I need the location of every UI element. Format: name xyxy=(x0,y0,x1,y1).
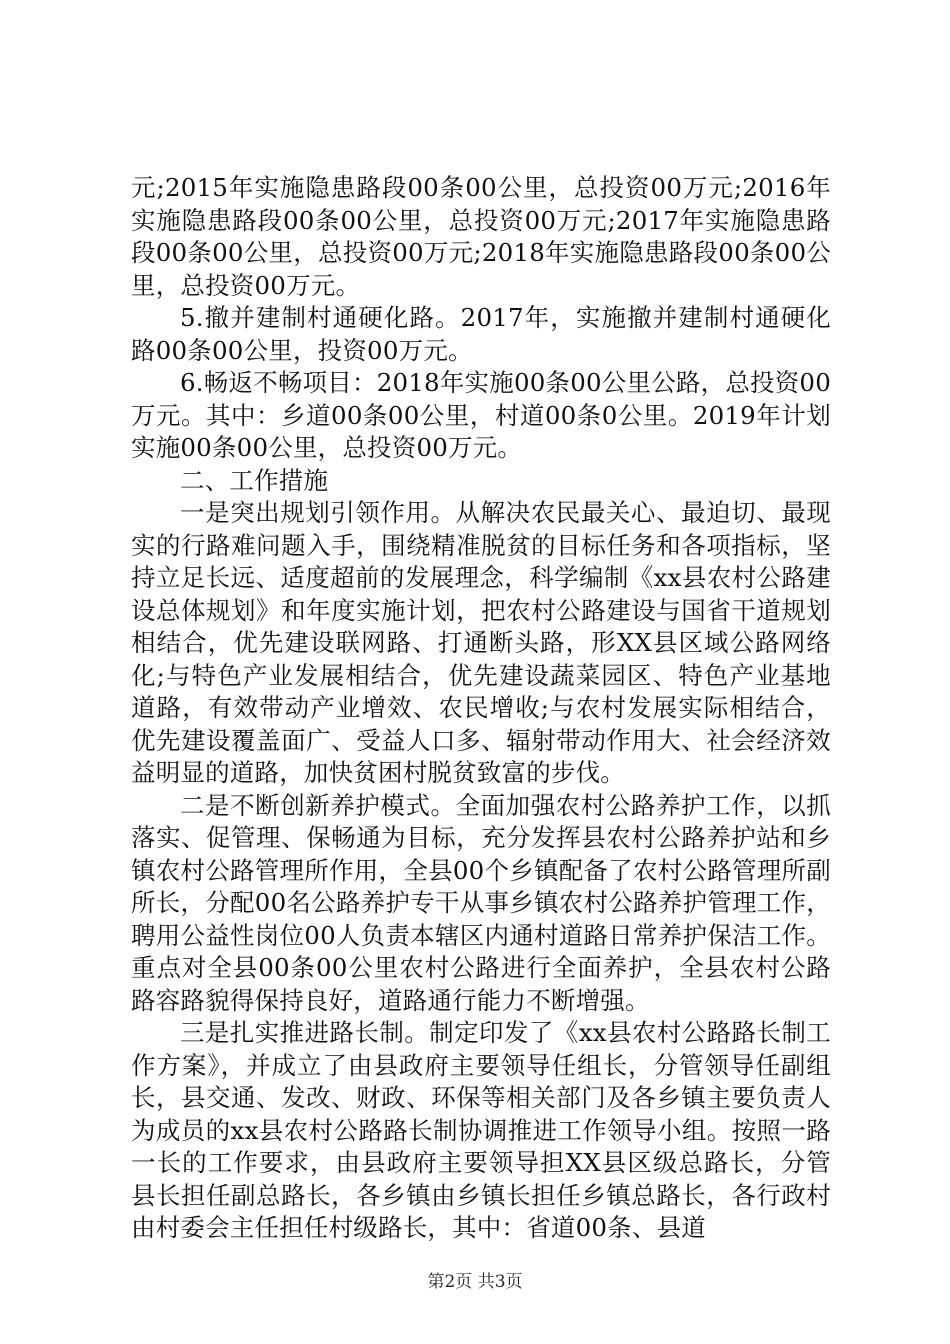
paragraph-3: 6.畅返不畅项目：2018年实施00条00公里公路，总投资00万元。其中：乡道00条00公里，村道00条0公里。2019年计划实施00条00公里，总投资00万元。 xyxy=(131,368,831,462)
page-number-footer: 第2页 共3页 xyxy=(427,1272,523,1292)
section-heading: 二、工作措施 xyxy=(180,465,329,495)
paragraph-5: 一是突出规划引领作用。从解决农民最关心、最迫切、最现实的行路难问题入手，围绕精准脱贫的目标任务和各项指标，坚持立足长远、适度超前的发展理念，科学编制《xx县农村公路建设总体规划》和年度实施计划，把农村公路建设与国省干道规划相结合，优先建设联网路、打通断头路，形XX县区域公路网络化;与特色产业发展相结合，优先建设蔬菜园区、特色产业基地道路，有效带动产业增效、农民增收;与农村发展实际相结合，优先建设覆盖面广、受益人口多、辐射带动作用大、社会经济效益明显的道路，加快贫困村脱贫致富的步伐。 xyxy=(131,498,831,787)
document-body xyxy=(131,172,831,1245)
paragraph-2: 5.撤并建制村通硬化路。2017年，实施撤并建制村通硬化路00条00公里，投资00万元。 xyxy=(131,303,831,365)
paragraph-7: 三是扎实推进路长制。制定印发了《xx县农村公路路长制工作方案》，并成立了由县政府主要领导任组长，分管领导任副组长，县交通、发改、财政、环保等相关部门及各乡镇主要负责人为成员的xx县农村公路路长制协调推进工作领导小组。按照一路一长的工作要求，由县政府主要领导担XX县区级总路长，分管县长担任副总路长，各乡镇由乡镇长担任乡镇总路长，各行政村由村委会主任担任村级路长，其中：省道00条、县道 xyxy=(131,1018,831,1242)
paragraph-6: 二是不断创新养护模式。全面加强农村公路养护工作，以抓落实、促管理、保畅通为目标，充分发挥县农村公路养护站和乡镇农村公路管理所作用，全县00个乡镇配备了农村公路管理所副所长，分配00名公路养护专干从事乡镇农村公路养护管理工作，聘用公益性岗位00人负责本辖区内通村道路日常养护保洁工作。重点对全县00条00公里农村公路进行全面养护，全县农村公路路容路貌得保持良好，道路通行能力不断增强。 xyxy=(131,790,831,1015)
paragraph-1: 元;2015年实施隐患路段00条00公里，总投资00万元;2016年实施隐患路段00条00公里，总投资00万元;2017年实施隐患路段00条00公里，总投资00万元;2018年实施隐患路段00条00公里，总投资00万元。 xyxy=(131,173,831,300)
